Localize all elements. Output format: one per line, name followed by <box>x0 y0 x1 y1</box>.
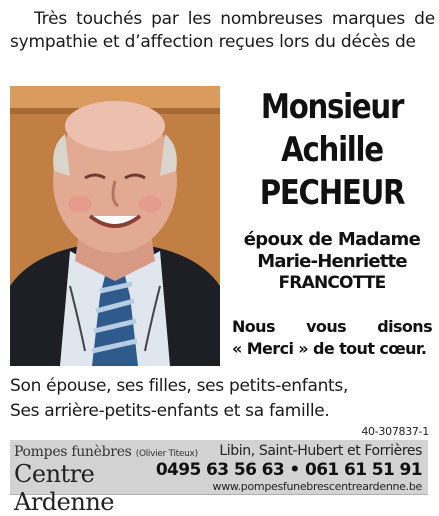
thanks-word: vous <box>306 317 347 336</box>
portrait-illustration <box>10 86 220 366</box>
funeral-home-website[interactable]: www.pompesfunebrescentreardenne.be <box>212 480 422 493</box>
spouse-line-2: Marie-Henriette <box>257 251 407 272</box>
portrait-photo <box>10 86 220 366</box>
deceased-title: Monsieur <box>260 87 404 127</box>
spouse-block <box>232 229 432 293</box>
family-line-1: Son épouse, ses filles, ses petits-enfants, <box>10 376 349 396</box>
spouse-line-3: FRANCOTTE <box>278 273 386 293</box>
spouse-line-1: époux de Madame <box>243 229 421 250</box>
reference-number: 40-307837-1 <box>361 425 429 438</box>
thanks-word: Nous <box>232 317 275 336</box>
funeral-home-owner: (Olivier Titeux) <box>135 449 198 459</box>
funeral-home-label-text: Pompes funèbres <box>14 444 132 460</box>
thanks-block <box>232 316 432 360</box>
funeral-home-phones: 0495 63 56 63 • 061 61 51 91 <box>155 460 422 480</box>
deceased-first-name: Achille <box>281 130 383 170</box>
funeral-home-name: Centre Ardenne <box>14 460 114 516</box>
intro-text: Très touchés par les nombreuses marques de sympathie et d’affection reçues lors du décès de <box>10 9 435 52</box>
family-line-2: Ses arrière-petits-enfants et sa famille. <box>10 401 330 421</box>
deceased-name <box>232 86 432 215</box>
thanks-line-2: « Merci » de tout cœur. <box>232 339 427 358</box>
funeral-home-contact <box>156 442 422 493</box>
thanks-word: disons <box>377 317 432 336</box>
funeral-home-locations: Libin, Saint-Hubert et Forrières <box>219 443 422 459</box>
thanks-line-1 <box>232 316 432 338</box>
family-block <box>10 374 435 424</box>
funeral-home-banner <box>10 440 428 516</box>
deceased-last-name: PECHEUR <box>259 173 405 213</box>
